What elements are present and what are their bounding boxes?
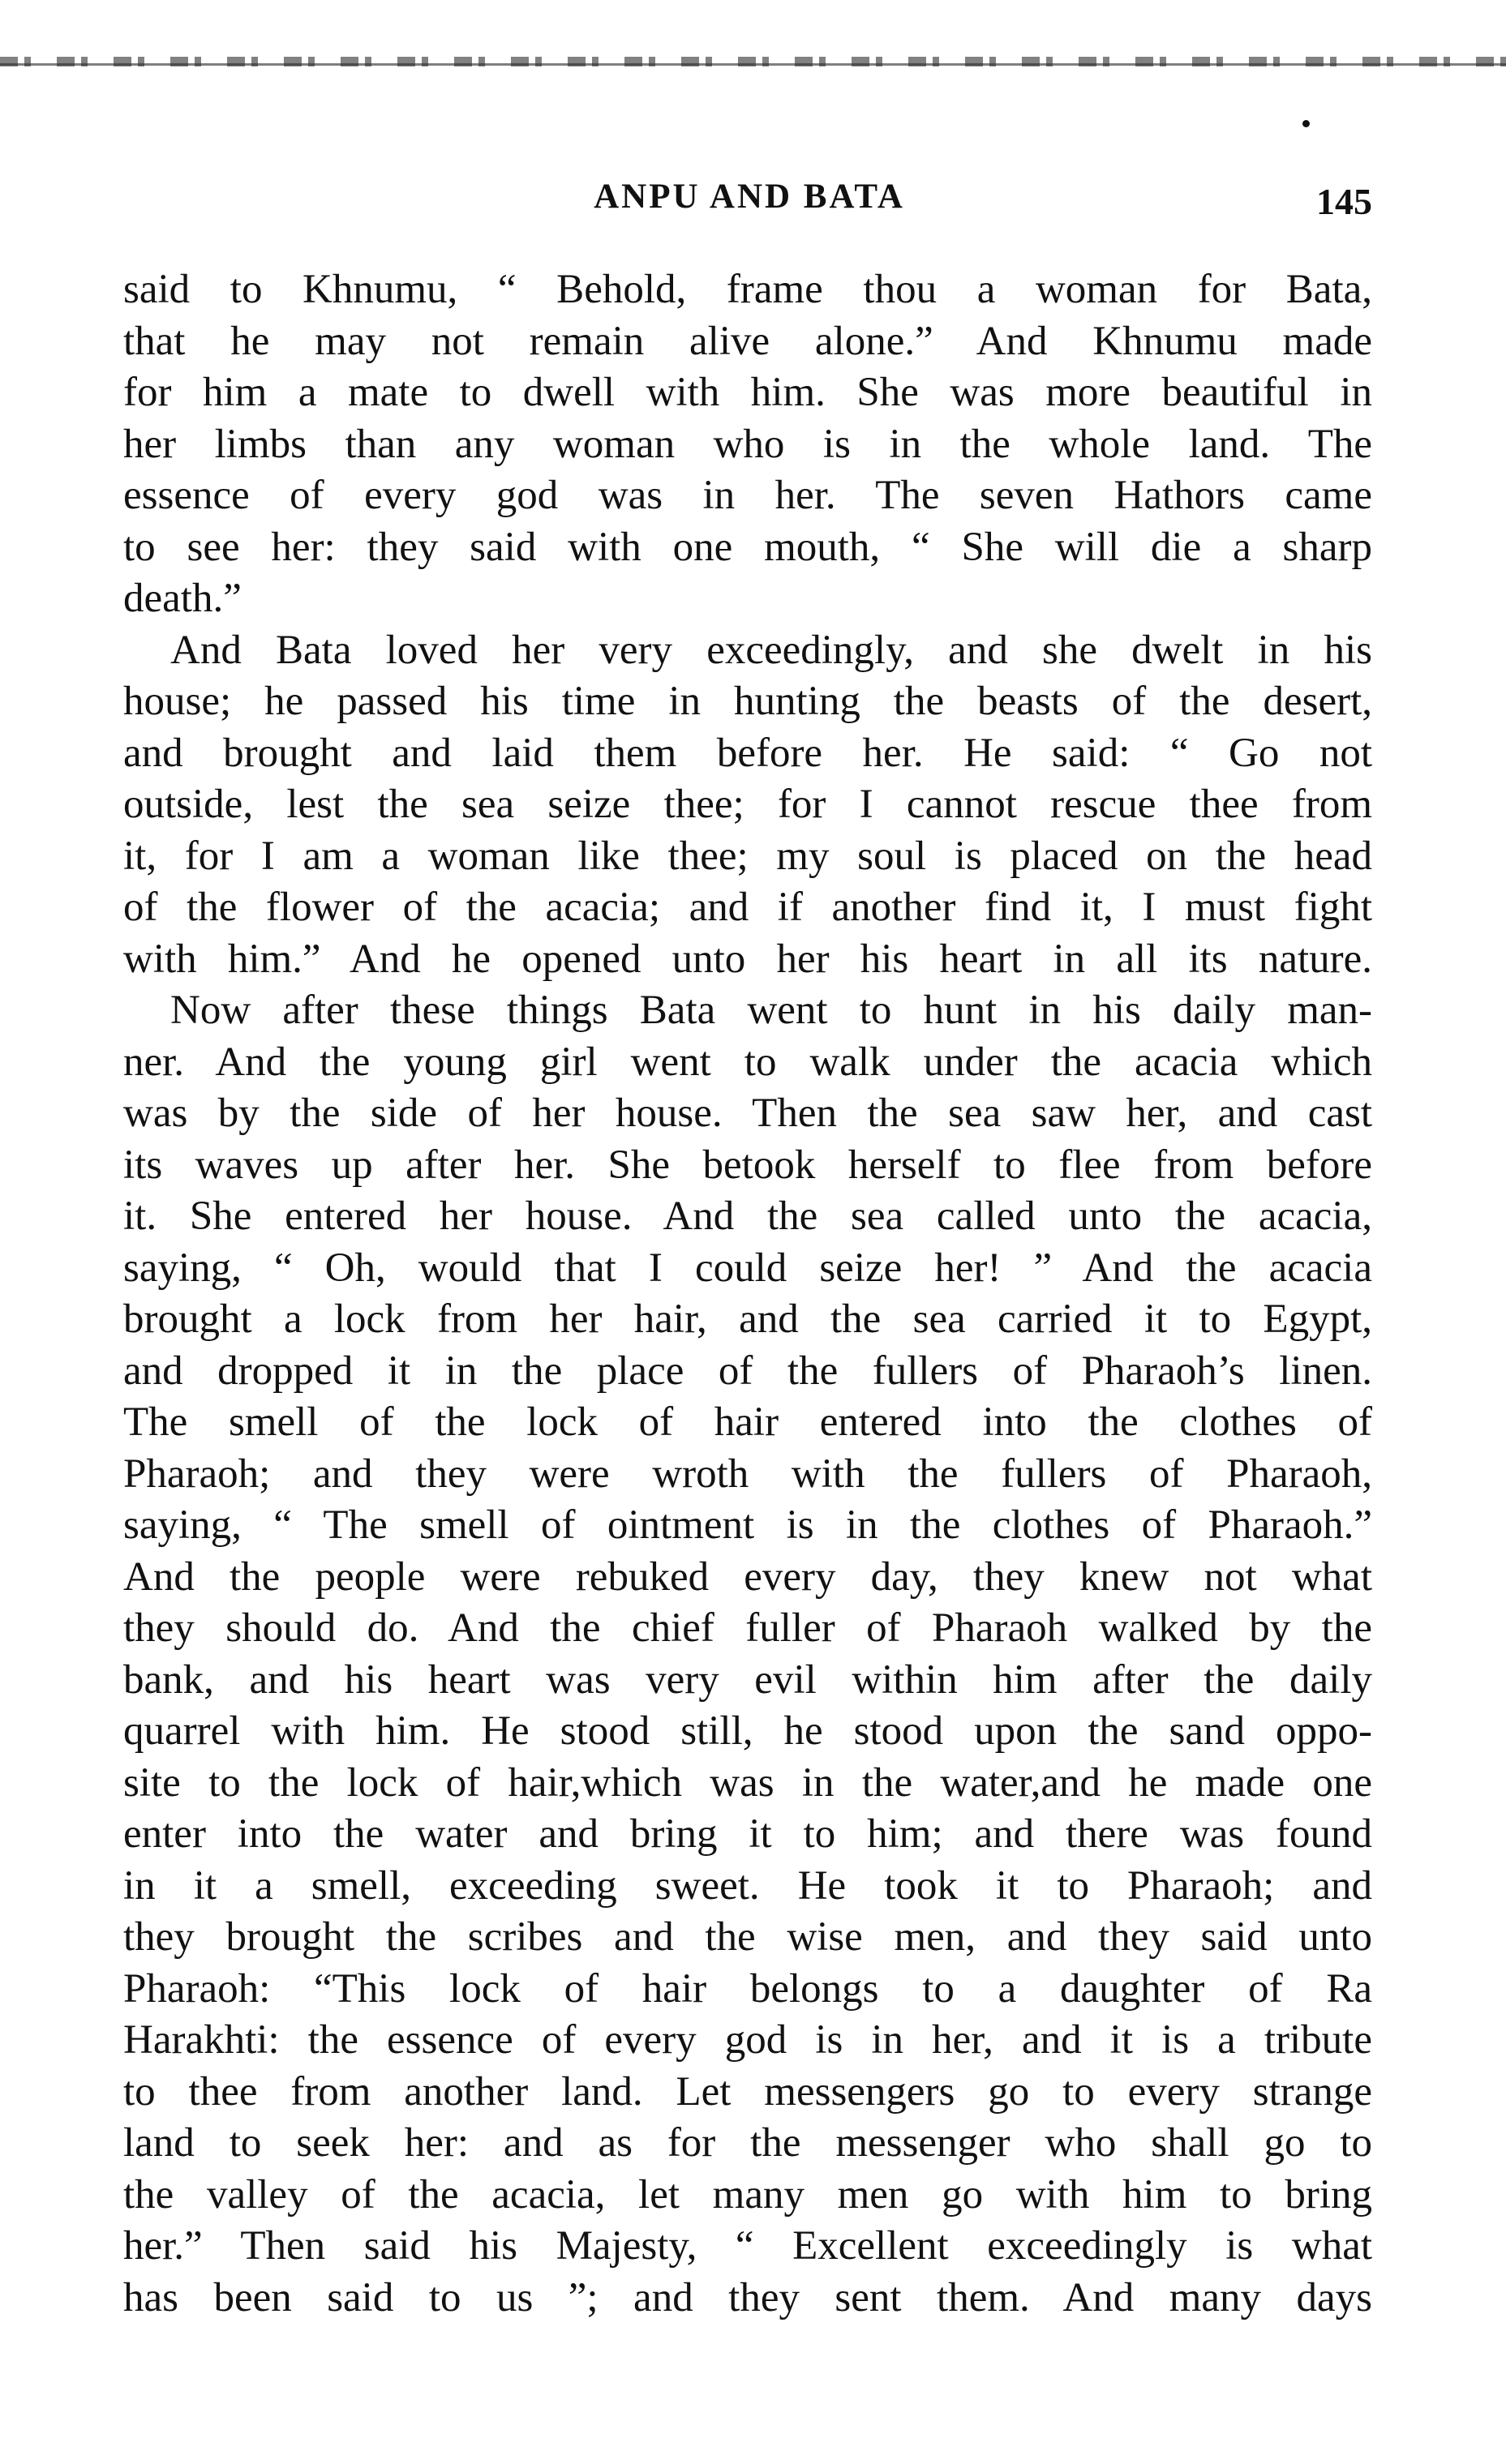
text-line: Harakhti: the essence of every god is in her, and it is a tribute: [123, 2017, 1372, 2063]
text-line: was by the side of her house. Then the sea saw her, and cast: [123, 1091, 1372, 1136]
text-line: her limbs than any woman who is in the whole land. The: [123, 421, 1372, 467]
text-line: its waves up after her. She betook herself to flee from before: [123, 1142, 1372, 1188]
text-line: it, for I am a woman like thee; my soul is placed on the head: [123, 833, 1372, 879]
text-line: said to Khnumu, “ Behold, frame thou a woman for Bata,: [123, 267, 1372, 312]
text-line: that he may not remain alive alone.” And Khnumu made: [123, 318, 1372, 364]
text-line: site to the lock of hair,which was in the water,and he made one: [123, 1759, 1372, 1806]
text-line: it. She entered her house. And the sea called unto the acacia,: [123, 1193, 1372, 1239]
text-line: bank, and his heart was very evil within him after the daily: [123, 1656, 1372, 1703]
paragraph-start-line: And Bata loved her very exceedingly, and she dwelt in his: [170, 627, 1372, 673]
top-edge-line: [0, 63, 1506, 66]
page-header: [127, 177, 1372, 225]
page-number: 145: [1316, 181, 1372, 222]
text-line: with him.” And he opened unto her his heart in all its nature.: [123, 936, 1372, 982]
text-line: to see her: they said with one mouth, “ She will die a sharp: [123, 524, 1372, 570]
text-line: The smell of the lock of hair entered into the clothes of: [123, 1399, 1372, 1445]
ink-speck: [1302, 120, 1310, 127]
text-line: in it a smell, exceeding sweet. He took it to Pharaoh; and: [123, 1862, 1372, 1909]
text-line: enter into the water and bring it to him; and there was found: [123, 1811, 1372, 1857]
text-line: saying, “ Oh, would that I could seize her! ” And the acacia: [123, 1245, 1372, 1291]
body-text: [123, 264, 1372, 2324]
text-line: outside, lest the sea seize thee; for I cannot rescue thee from: [123, 782, 1372, 827]
text-line: And the people were rebuked every day, they knew not what: [123, 1553, 1372, 1600]
text-line: house; he passed his time in hunting the beasts of the desert,: [123, 679, 1372, 724]
text-line: essence of every god was in her. The seven Hathors came: [123, 473, 1372, 518]
text-line: her.” Then said his Majesty, “ Excellent exceedingly is what: [123, 2223, 1372, 2269]
paragraph-start-line: Now after these things Bata went to hunt in his daily man-: [170, 988, 1372, 1033]
text-line: the valley of the acacia, let many men go with him to bring: [123, 2171, 1372, 2218]
text-line: land to seek her: and as for the messenger who shall go to: [123, 2120, 1372, 2166]
text-line: for him a mate to dwell with him. She was more beautiful in: [123, 370, 1372, 415]
text-line: quarrel with him. He stood still, he stood upon the sand oppo-: [123, 1708, 1372, 1754]
text-line: and brought and laid them before her. He said: “ Go not: [123, 730, 1372, 776]
text-line: of the flower of the acacia; and if another find it, I must fight: [123, 885, 1372, 930]
text-line: ner. And the young girl went to walk under the acacia which: [123, 1039, 1372, 1085]
text-line: they should do. And the chief fuller of Pharaoh walked by the: [123, 1605, 1372, 1651]
text-line: death.”: [123, 576, 242, 621]
text-line: to thee from another land. Let messengers go to every strange: [123, 2068, 1372, 2115]
text-line: and dropped it in the place of the fullers of Pharaoh’s linen.: [123, 1348, 1372, 1394]
text-line: has been said to us ”; and they sent them. And many days: [123, 2274, 1372, 2320]
text-line: they brought the scribes and the wise men, and they said unto: [123, 1914, 1372, 1960]
text-line: Pharaoh: “This lock of hair belongs to a daughter of Ra: [123, 1965, 1372, 2012]
text-line: Pharaoh; and they were wroth with the fullers of Pharaoh,: [123, 1451, 1372, 1497]
running-head: ANPU AND BATA: [594, 178, 905, 216]
text-line: brought a lock from her hair, and the sea carried it to Egypt,: [123, 1296, 1372, 1342]
text-line: saying, “ The smell of ointment is in the clothes of Pharaoh.”: [123, 1502, 1372, 1548]
